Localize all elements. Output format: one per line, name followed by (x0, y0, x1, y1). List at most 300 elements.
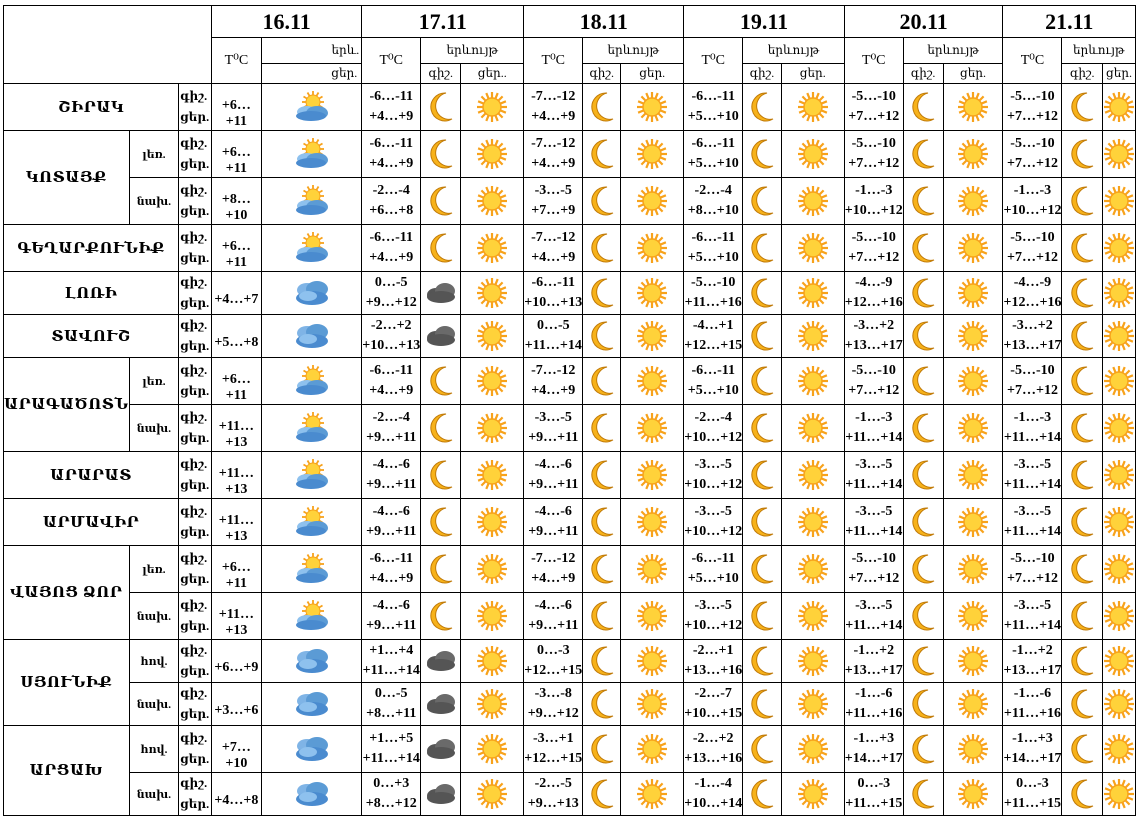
moon-icon (1062, 726, 1103, 773)
table-row (4, 640, 1136, 683)
partly-cloudy-icon (261, 452, 361, 499)
temp-cell: -1…-3 +10…+12 (1003, 178, 1062, 225)
sun-icon (621, 452, 684, 499)
cloudy-icon (261, 640, 361, 683)
temp-cell: -6…-11 +10…+13 (524, 272, 583, 315)
moon-icon (903, 405, 943, 452)
temp-header-0: T⁰C (211, 38, 261, 84)
temp-cell: -5…-10 +7…+12 (844, 546, 903, 593)
dark-cloud-icon (421, 726, 461, 773)
temp-header-1: T⁰C (362, 38, 421, 84)
moon-icon (583, 683, 621, 726)
moon-icon (421, 405, 461, 452)
moon-icon (903, 452, 943, 499)
partly-cloudy-icon (261, 84, 361, 131)
moon-icon (903, 272, 943, 315)
region-name: ՎԱՅՈՑ ՁՈՐ (4, 546, 130, 640)
subregion-label: հով. (129, 640, 179, 683)
temp-cell: -3…-5 +10…+12 (684, 593, 743, 640)
temp-cell: -6…-11 +4…+9 (362, 546, 421, 593)
temp-cell: -4…-6 +9…+11 (362, 499, 421, 546)
sun-icon (1103, 640, 1136, 683)
moon-icon (1062, 499, 1103, 546)
subregion-label: լեռ. (129, 358, 179, 405)
subregion-label: հով. (129, 726, 179, 773)
forecast-table (3, 5, 1136, 816)
moon-icon (903, 640, 943, 683)
sun-icon (1103, 84, 1136, 131)
sun-icon (621, 225, 684, 272)
temp-cell: -7…-12 +4…+9 (524, 84, 583, 131)
sun-icon (621, 593, 684, 640)
night-day-labels: գիշ. ցեր. (179, 178, 212, 225)
temp-cell: -6…-11 +5…+10 (684, 546, 743, 593)
moon-icon (1062, 640, 1103, 683)
subregion-label: լեռ. (129, 546, 179, 593)
temp-cell: -2…+1 +13…+16 (684, 640, 743, 683)
table-row (4, 452, 1136, 499)
subregion-label: նախ. (129, 773, 179, 816)
sun-icon (461, 131, 524, 178)
temp-cell: -1…-3 +10…+12 (844, 178, 903, 225)
moon-icon (743, 683, 782, 726)
sun-icon (781, 683, 844, 726)
region-name: ԱՐՑԱԽ (4, 726, 130, 816)
sun-icon (621, 315, 684, 358)
partly-cloudy-icon (261, 131, 361, 178)
region-name: ԱՐԱՐԱՏ (4, 452, 179, 499)
moon-icon (583, 726, 621, 773)
moon-icon (421, 593, 461, 640)
sun-icon (943, 358, 1003, 405)
moon-icon (743, 225, 782, 272)
temp-cell: -4…-6 +9…+11 (524, 593, 583, 640)
sun-icon (621, 131, 684, 178)
dark-cloud-icon (421, 683, 461, 726)
moon-icon (583, 272, 621, 315)
night-day-labels: գիշ. ցեր. (179, 593, 212, 640)
temp-cell: +1…+5 +11…+14 (362, 726, 421, 773)
moon-icon (903, 593, 943, 640)
sun-icon (461, 225, 524, 272)
temp-cell: -6…-11 +4…+9 (362, 358, 421, 405)
temp-cell: -4…+1 +12…+15 (684, 315, 743, 358)
temp-cell: -5…-10 +7…+12 (844, 131, 903, 178)
moon-icon (743, 452, 782, 499)
moon-icon (583, 84, 621, 131)
table-row (4, 84, 1136, 131)
temp-cell: -4…-9 +12…+16 (1003, 272, 1062, 315)
sun-icon (1103, 358, 1136, 405)
moon-icon (903, 84, 943, 131)
sun-icon (781, 84, 844, 131)
night-day-labels: գիշ. ցեր. (179, 683, 212, 726)
sun-icon (461, 683, 524, 726)
moon-icon (1062, 683, 1103, 726)
sun-icon (621, 84, 684, 131)
sun-icon (943, 405, 1003, 452)
night-day-labels: գիշ. ցեր. (179, 773, 212, 816)
moon-icon (421, 84, 461, 131)
moon-icon (743, 593, 782, 640)
temp-cell: -5…-10 +7…+12 (1003, 84, 1062, 131)
partly-cloudy-icon (261, 405, 361, 452)
moon-icon (421, 178, 461, 225)
temp-cell: -2…-7 +10…+15 (684, 683, 743, 726)
temp-cell: 0…+3 +8…+12 (362, 773, 421, 816)
temp-cell: -3…+1 +12…+15 (524, 726, 583, 773)
sun-icon (781, 272, 844, 315)
temp-16: +4…+8 (211, 773, 261, 816)
temp-cell: -5…-10 +7…+12 (1003, 358, 1062, 405)
corner-cell (4, 6, 212, 84)
sun-icon (461, 499, 524, 546)
sun-icon (943, 546, 1003, 593)
moon-icon (1062, 84, 1103, 131)
moon-icon (903, 499, 943, 546)
temp-cell: -3…-5 +11…+14 (844, 593, 903, 640)
table-row (4, 499, 1136, 546)
night-day-labels: գիշ. ցեր. (179, 405, 212, 452)
night-day-labels: գիշ. ցեր. (179, 225, 212, 272)
cloudy-icon (261, 683, 361, 726)
temp-cell: -4…-6 +9…+11 (524, 499, 583, 546)
temp-16: +11…+13 (211, 452, 261, 499)
temp-cell: -5…-10 +7…+12 (844, 225, 903, 272)
sun-icon (943, 178, 1003, 225)
sun-icon (1103, 131, 1136, 178)
temp-cell: -3…-5 +11…+14 (844, 452, 903, 499)
sun-icon (781, 405, 844, 452)
table-row (4, 683, 1136, 726)
sun-icon (621, 726, 684, 773)
temp-cell: -2…+2 +13…+16 (684, 726, 743, 773)
temp-cell: -1…+3 +14…+17 (1003, 726, 1062, 773)
sun-icon (461, 84, 524, 131)
temp-cell: -3…-5 +11…+14 (1003, 452, 1062, 499)
sun-icon (1103, 452, 1136, 499)
phen-header-2: երևույթ (583, 38, 684, 64)
temp-cell: -5…-10 +7…+12 (1003, 225, 1062, 272)
temp-cell: -1…-3 +11…+14 (844, 405, 903, 452)
moon-icon (903, 726, 943, 773)
phen-header-3: երևույթ (743, 38, 845, 64)
phen-header-1: երևույթ (421, 38, 524, 64)
dark-cloud-icon (421, 640, 461, 683)
temp-cell: 0…-5 +11…+14 (524, 315, 583, 358)
moon-icon (743, 178, 782, 225)
moon-icon (1062, 178, 1103, 225)
sun-icon (1103, 405, 1136, 452)
moon-icon (743, 546, 782, 593)
temp-cell: -2…-4 +8…+10 (684, 178, 743, 225)
moon-icon (903, 358, 943, 405)
dark-cloud-icon (421, 272, 461, 315)
phen-header-5: երևույթ (1062, 38, 1136, 64)
moon-icon (903, 683, 943, 726)
table-row (4, 131, 1136, 178)
region-name: ԿՈՏԱՅՔ (4, 131, 130, 225)
table-row (4, 315, 1136, 358)
sun-icon (781, 640, 844, 683)
date-header-3: 19.11 (684, 6, 845, 38)
cloudy-icon (261, 272, 361, 315)
temp-cell: -6…-11 +5…+10 (684, 225, 743, 272)
sun-icon (461, 640, 524, 683)
region-name: ԳԵՂԱՐՔՈՒՆԻՔ (4, 225, 179, 272)
moon-icon (583, 593, 621, 640)
temp-16: +5…+8 (211, 315, 261, 358)
sun-icon (621, 683, 684, 726)
night-day-labels: գիշ. ցեր. (179, 452, 212, 499)
sun-icon (621, 546, 684, 593)
moon-icon (421, 546, 461, 593)
moon-icon (583, 358, 621, 405)
sun-icon (781, 131, 844, 178)
region-name: ԱՐՄԱՎԻՐ (4, 499, 179, 546)
sun-icon (943, 225, 1003, 272)
sun-icon (621, 405, 684, 452)
sun-icon (781, 593, 844, 640)
sun-icon (943, 683, 1003, 726)
cloudy-icon (261, 726, 361, 773)
moon-icon (903, 546, 943, 593)
temp-cell: -1…-4 +10…+14 (684, 773, 743, 816)
moon-icon (421, 452, 461, 499)
moon-icon (583, 452, 621, 499)
temp-16: +6…+11 (211, 546, 261, 593)
temp-cell: -4…-6 +9…+11 (362, 452, 421, 499)
moon-icon (1062, 593, 1103, 640)
sun-icon (621, 272, 684, 315)
temp-cell: -3…-5 +11…+14 (1003, 593, 1062, 640)
date-header-5: 21.11 (1003, 6, 1136, 38)
temp-cell: 0…-5 +8…+11 (362, 683, 421, 726)
sun-icon (943, 640, 1003, 683)
moon-icon (583, 131, 621, 178)
sun-icon (781, 315, 844, 358)
sun-icon (1103, 593, 1136, 640)
sun-icon (621, 178, 684, 225)
sun-icon (461, 178, 524, 225)
sun-icon (621, 499, 684, 546)
moon-icon (583, 405, 621, 452)
sun-icon (1103, 726, 1136, 773)
table-row (4, 593, 1136, 640)
temp-cell: 0…-3 +11…+15 (1003, 773, 1062, 816)
moon-icon (743, 405, 782, 452)
temp-cell: -7…-12 +4…+9 (524, 358, 583, 405)
moon-icon (743, 726, 782, 773)
temp-cell: -2…-4 +6…+8 (362, 178, 421, 225)
moon-icon (583, 315, 621, 358)
moon-icon (743, 272, 782, 315)
moon-icon (583, 499, 621, 546)
table-row (4, 546, 1136, 593)
night-header-1: գիշ. (421, 64, 461, 84)
night-day-labels: գիշ. ցեր. (179, 315, 212, 358)
cloudy-icon (261, 315, 361, 358)
moon-icon (1062, 131, 1103, 178)
sun-icon (781, 358, 844, 405)
temp-header-3: T⁰C (684, 38, 743, 84)
sun-icon (1103, 272, 1136, 315)
temp-cell: -3…-8 +9…+12 (524, 683, 583, 726)
temp-cell: 0…-3 +11…+15 (844, 773, 903, 816)
sun-icon (1103, 499, 1136, 546)
subregion-label: նախ. (129, 593, 179, 640)
table-row (4, 358, 1136, 405)
night-header-3: գիշ. (743, 64, 782, 84)
temp-cell: -2…-4 +9…+11 (362, 405, 421, 452)
temp-16: +11…+13 (211, 499, 261, 546)
phen-header-0: երև. (261, 38, 361, 64)
temp-cell: -1…+2 +13…+17 (844, 640, 903, 683)
moon-icon (583, 225, 621, 272)
sun-icon (461, 726, 524, 773)
subregion-label: նախ. (129, 405, 179, 452)
temp-cell: 0…-3 +12…+15 (524, 640, 583, 683)
table-row (4, 405, 1136, 452)
night-day-labels: գիշ. ցեր. (179, 84, 212, 131)
night-day-labels: գիշ. ցեր. (179, 546, 212, 593)
moon-icon (903, 315, 943, 358)
night-header-4: գիշ. (903, 64, 943, 84)
day-header-0: ցեր. (261, 64, 361, 84)
sun-icon (1103, 546, 1136, 593)
partly-cloudy-icon (261, 546, 361, 593)
sun-icon (781, 225, 844, 272)
temp-cell: -2…-4 +10…+12 (684, 405, 743, 452)
date-header-2: 18.11 (524, 6, 684, 38)
temp-16: +6…+11 (211, 358, 261, 405)
moon-icon (903, 178, 943, 225)
moon-icon (583, 178, 621, 225)
temp-16: +7…+10 (211, 726, 261, 773)
moon-icon (421, 499, 461, 546)
temp-cell: -7…-12 +4…+9 (524, 225, 583, 272)
temp-cell: -4…-6 +9…+11 (362, 593, 421, 640)
moon-icon (743, 640, 782, 683)
temp-cell: -3…-5 +11…+14 (1003, 499, 1062, 546)
temp-cell: -6…-11 +4…+9 (362, 84, 421, 131)
moon-icon (421, 225, 461, 272)
temp-cell: -6…-11 +5…+10 (684, 358, 743, 405)
sun-icon (781, 499, 844, 546)
temp-cell: -6…-11 +5…+10 (684, 131, 743, 178)
subregion-label: նախ. (129, 178, 179, 225)
sun-icon (621, 640, 684, 683)
sun-icon (621, 358, 684, 405)
sun-icon (943, 315, 1003, 358)
temp-cell: -3…+2 +13…+17 (1003, 315, 1062, 358)
temp-cell: -2…-5 +9…+13 (524, 773, 583, 816)
date-header-4: 20.11 (844, 6, 1003, 38)
temp-cell: -2…+2 +10…+13 (362, 315, 421, 358)
sun-icon (781, 178, 844, 225)
temp-16: +8…+10 (211, 178, 261, 225)
sun-icon (461, 546, 524, 593)
region-name: ԼՈՌԻ (4, 272, 179, 315)
subregion-label: լեռ. (129, 131, 179, 178)
temp-header-5: T⁰C (1003, 38, 1062, 84)
sun-icon (781, 452, 844, 499)
night-day-labels: գիշ. ցեր. (179, 499, 212, 546)
temp-cell: -3…-5 +10…+12 (684, 452, 743, 499)
moon-icon (903, 131, 943, 178)
temp-cell: -7…-12 +4…+9 (524, 546, 583, 593)
temp-cell: -5…-10 +7…+12 (1003, 546, 1062, 593)
sun-icon (781, 546, 844, 593)
partly-cloudy-icon (261, 225, 361, 272)
sun-icon (461, 452, 524, 499)
moon-icon (1062, 315, 1103, 358)
table-row (4, 178, 1136, 225)
sun-icon (943, 499, 1003, 546)
partly-cloudy-icon (261, 178, 361, 225)
temp-16: +6…+11 (211, 84, 261, 131)
sun-icon (461, 272, 524, 315)
sun-icon (943, 593, 1003, 640)
temp-16: +6…+11 (211, 131, 261, 178)
date-header-1: 17.11 (362, 6, 524, 38)
moon-icon (1062, 452, 1103, 499)
table-row (4, 225, 1136, 272)
sun-icon (943, 272, 1003, 315)
temp-cell: -3…+2 +13…+17 (844, 315, 903, 358)
moon-icon (743, 358, 782, 405)
sun-icon (461, 315, 524, 358)
temp-16: +4…+7 (211, 272, 261, 315)
temp-cell: -6…-11 +4…+9 (362, 131, 421, 178)
temp-16: +11…+13 (211, 405, 261, 452)
region-name: ՍՅՈՒՆԻՔ (4, 640, 130, 726)
table-row (4, 726, 1136, 773)
moon-icon (1062, 405, 1103, 452)
temp-header-2: T⁰C (524, 38, 583, 84)
day-header-3: ցեր. (781, 64, 844, 84)
sun-icon (781, 726, 844, 773)
partly-cloudy-icon (261, 358, 361, 405)
night-day-labels: գիշ. ցեր. (179, 272, 212, 315)
temp-cell: -3…-5 +11…+14 (844, 499, 903, 546)
subregion-label: նախ. (129, 683, 179, 726)
temp-cell: -1…+2 +13…+17 (1003, 640, 1062, 683)
temp-cell: -5…-10 +7…+12 (844, 358, 903, 405)
night-header-2: գիշ. (583, 64, 621, 84)
table-row (4, 272, 1136, 315)
temp-cell: -3…-5 +9…+11 (524, 405, 583, 452)
night-day-labels: գիշ. ցեր. (179, 131, 212, 178)
night-day-labels: գիշ. ցեր. (179, 640, 212, 683)
region-name: ՇԻՐԱԿ (4, 84, 179, 131)
region-name: ԱՐԱԳԱԾՈՏՆ (4, 358, 130, 452)
moon-icon (1062, 225, 1103, 272)
temp-cell: -4…-9 +12…+16 (844, 272, 903, 315)
temp-cell: -1…-3 +11…+14 (1003, 405, 1062, 452)
moon-icon (903, 225, 943, 272)
day-header-5: ցեր. (1103, 64, 1136, 84)
sun-icon (1103, 683, 1136, 726)
moon-icon (583, 546, 621, 593)
moon-icon (743, 131, 782, 178)
temp-cell: -4…-6 +9…+11 (524, 452, 583, 499)
temp-cell: -3…-5 +7…+9 (524, 178, 583, 225)
sun-icon (1103, 315, 1136, 358)
moon-icon (1062, 358, 1103, 405)
moon-icon (1062, 546, 1103, 593)
sun-icon (943, 452, 1003, 499)
